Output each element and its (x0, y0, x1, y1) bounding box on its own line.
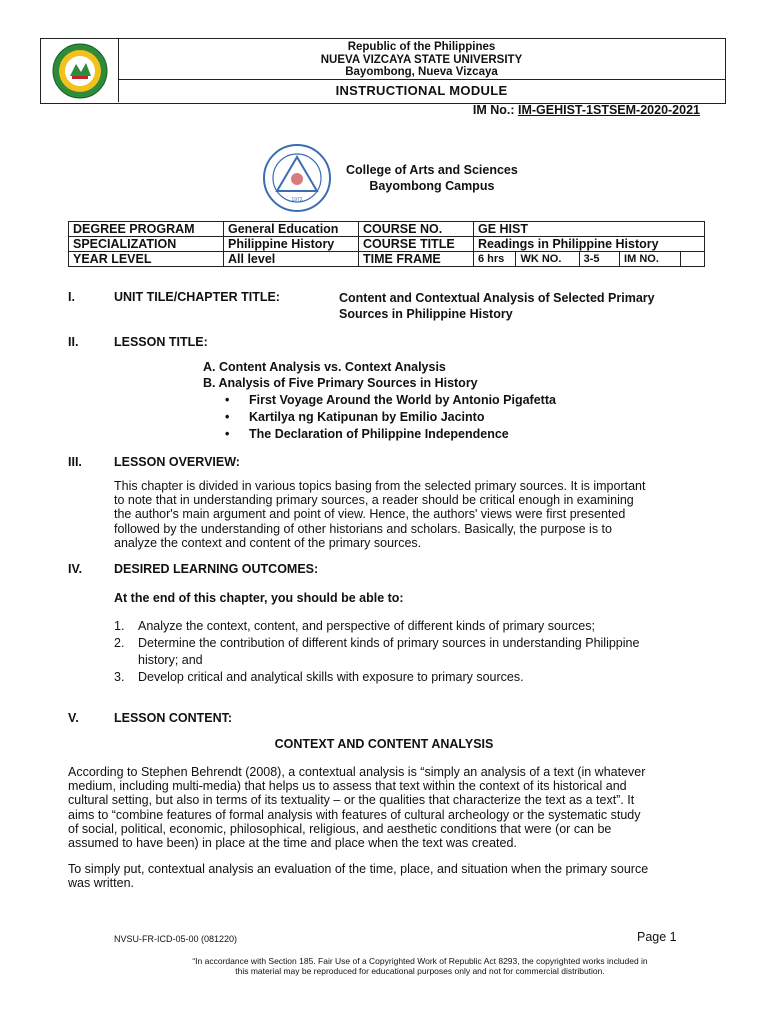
header-institution (118, 39, 725, 80)
footer-note-line: “In accordance with Section 185. Fair Use of a Copyrighted Work of Republic Act 8293, the copyrighted works included in (192, 956, 648, 966)
header-university: NUEVA VIZCAYA STATE UNIVERSITY (320, 53, 523, 66)
list-item (225, 409, 556, 426)
text-line: analyze the context and content of the primary sources. (114, 535, 422, 550)
outcomes-intro: At the end of this chapter, you should be able to: (114, 591, 404, 605)
list-item: 3. Develop critical and analytical skills with exposure to primary sources. (114, 670, 524, 684)
table-row (69, 222, 705, 237)
section-2-title: LESSON TITLE: (114, 335, 208, 349)
table-row (69, 237, 705, 252)
table-row (69, 252, 705, 267)
bullet-icon: • (225, 410, 230, 424)
table-cell: SPECIALIZATION (69, 237, 224, 252)
text-line: cultural setting, but also in terms of its textuality – or the qualities that characterize the text as a text”. It (68, 793, 635, 808)
college-name: College of Arts and Sciences (346, 163, 518, 177)
university-seal-icon (48, 42, 112, 100)
college-campus: Bayombong Campus (369, 179, 495, 193)
table-cell: DEGREE PROGRAM (69, 222, 224, 237)
text-line: This chapter is divided in various topics basing from the selected primary sources. It is important (114, 479, 646, 493)
header-module-title: INSTRUCTIONAL MODULE (335, 83, 508, 98)
college-seal-icon (262, 143, 332, 213)
college-seal-year: 1972 (291, 197, 303, 203)
content-paragraph-2 (68, 862, 700, 890)
list-item-text: The Declaration of Philippine Independence (249, 427, 509, 441)
table-cell: Readings in Philippine History (474, 237, 705, 252)
list-item-text: First Voyage Around the World by Antonio Pigafetta (249, 393, 556, 407)
table-cell: IM NO. (620, 252, 681, 267)
im-number-label: IM No.: (472, 103, 518, 117)
content-heading: CONTEXT AND CONTENT ANALYSIS (274, 737, 494, 751)
table-cell: All level (224, 252, 359, 267)
course-info-table (68, 221, 705, 267)
section-2-number: II. (68, 335, 79, 349)
table-cell: COURSE NO. (359, 222, 474, 237)
bullet-icon: • (225, 427, 230, 441)
section-5-number: V. (68, 711, 79, 725)
section-1-title: UNIT TILE/CHAPTER TITLE: (114, 290, 280, 304)
list-item (225, 392, 556, 409)
list-item-continuation: history; and (138, 653, 203, 667)
section-1-content-line: Content and Contextual Analysis of Selected Primary (339, 291, 655, 305)
table-cell: 6 hrs (474, 252, 516, 267)
footer-copyright-note (130, 956, 710, 976)
footer-page-number: Page 1 (637, 930, 677, 944)
text-line: To simply put, contextual analysis an evaluation of the time, place, and situation when the primary source (68, 862, 649, 876)
table-cell: WK NO. (516, 252, 579, 267)
section-4-number: IV. (68, 562, 83, 576)
list-item-text: Kartilya ng Katipunan by Emilio Jacinto (249, 410, 485, 424)
table-cell: YEAR LEVEL (69, 252, 224, 267)
header-location: Bayombong, Nueva Vizcaya (345, 66, 498, 78)
table-cell: TIME FRAME (359, 252, 474, 267)
table-cell: 3-5 (579, 252, 619, 267)
text-line: aims to “combine features of formal analysis with features of cultural archeology or the systematic study (68, 807, 641, 822)
section-1-content-line: Sources in Philippine History (339, 307, 513, 321)
section-3-number: III. (68, 455, 82, 469)
text-line: followed by the understanding of other historians and scholars. Basically, the purpose is to (114, 521, 612, 536)
section-4-title: DESIRED LEARNING OUTCOMES: (114, 562, 319, 576)
content-paragraph-1 (68, 765, 700, 850)
text-line: medium, including multi-media) that helps us to assess that text within the context of its historical and (68, 779, 627, 794)
overview-paragraph (114, 479, 700, 550)
section-1-number: I. (68, 290, 75, 304)
section-5-title: LESSON CONTENT: (114, 711, 233, 725)
list-item: 1. Analyze the context, content, and perspective of different kinds of primary sources; (114, 619, 595, 633)
table-cell: GE HIST (474, 222, 705, 237)
text-line: of social, political, economic, philosophical, religious, and aesthetic conditions that were (or can be (68, 821, 612, 836)
lesson-item-b: B. Analysis of Five Primary Sources in History (203, 376, 478, 390)
header-republic: Republic of the Philippines (347, 41, 496, 53)
text-line: assumed to have been) in place at the time and place when the text was created. (68, 836, 517, 851)
table-cell (681, 252, 705, 267)
table-cell: General Education (224, 222, 359, 237)
im-number-value: IM-GEHIST-1STSEM-2020-2021 (517, 103, 700, 117)
college-block (346, 162, 518, 194)
list-item (225, 426, 556, 443)
header-box (40, 38, 726, 104)
table-cell: COURSE TITLE (359, 237, 474, 252)
footer-form-code: NVSU-FR-ICD-05-00 (081220) (114, 934, 238, 944)
text-line: the author's main argument and point of view. Hence, the authors' views were first presented (114, 507, 626, 522)
table-cell: Philippine History (224, 237, 359, 252)
bullet-icon: • (225, 393, 230, 407)
im-number (473, 103, 700, 117)
lesson-title-list (203, 359, 556, 443)
section-3-title: LESSON OVERVIEW: (114, 455, 240, 469)
section-1-content (339, 290, 655, 322)
text-line: was written. (68, 876, 134, 891)
footer-note-line: this material may be reproduced for educational purposes only and not for commercial distribution. (235, 966, 605, 976)
list-item: 2. Determine the contribution of different kinds of primary sources in understanding Philippine (114, 636, 640, 650)
header-logo-cell (41, 39, 119, 102)
outcomes-list (114, 618, 704, 686)
lesson-item-a: A. Content Analysis vs. Context Analysis (203, 360, 446, 374)
text-line: to note that in understanding primary sources, a reader should be critical enough in examining (114, 493, 634, 508)
text-line: According to Stephen Behrendt (2008), a contextual analysis is “simply an analysis of a text (in whatever (68, 765, 646, 779)
